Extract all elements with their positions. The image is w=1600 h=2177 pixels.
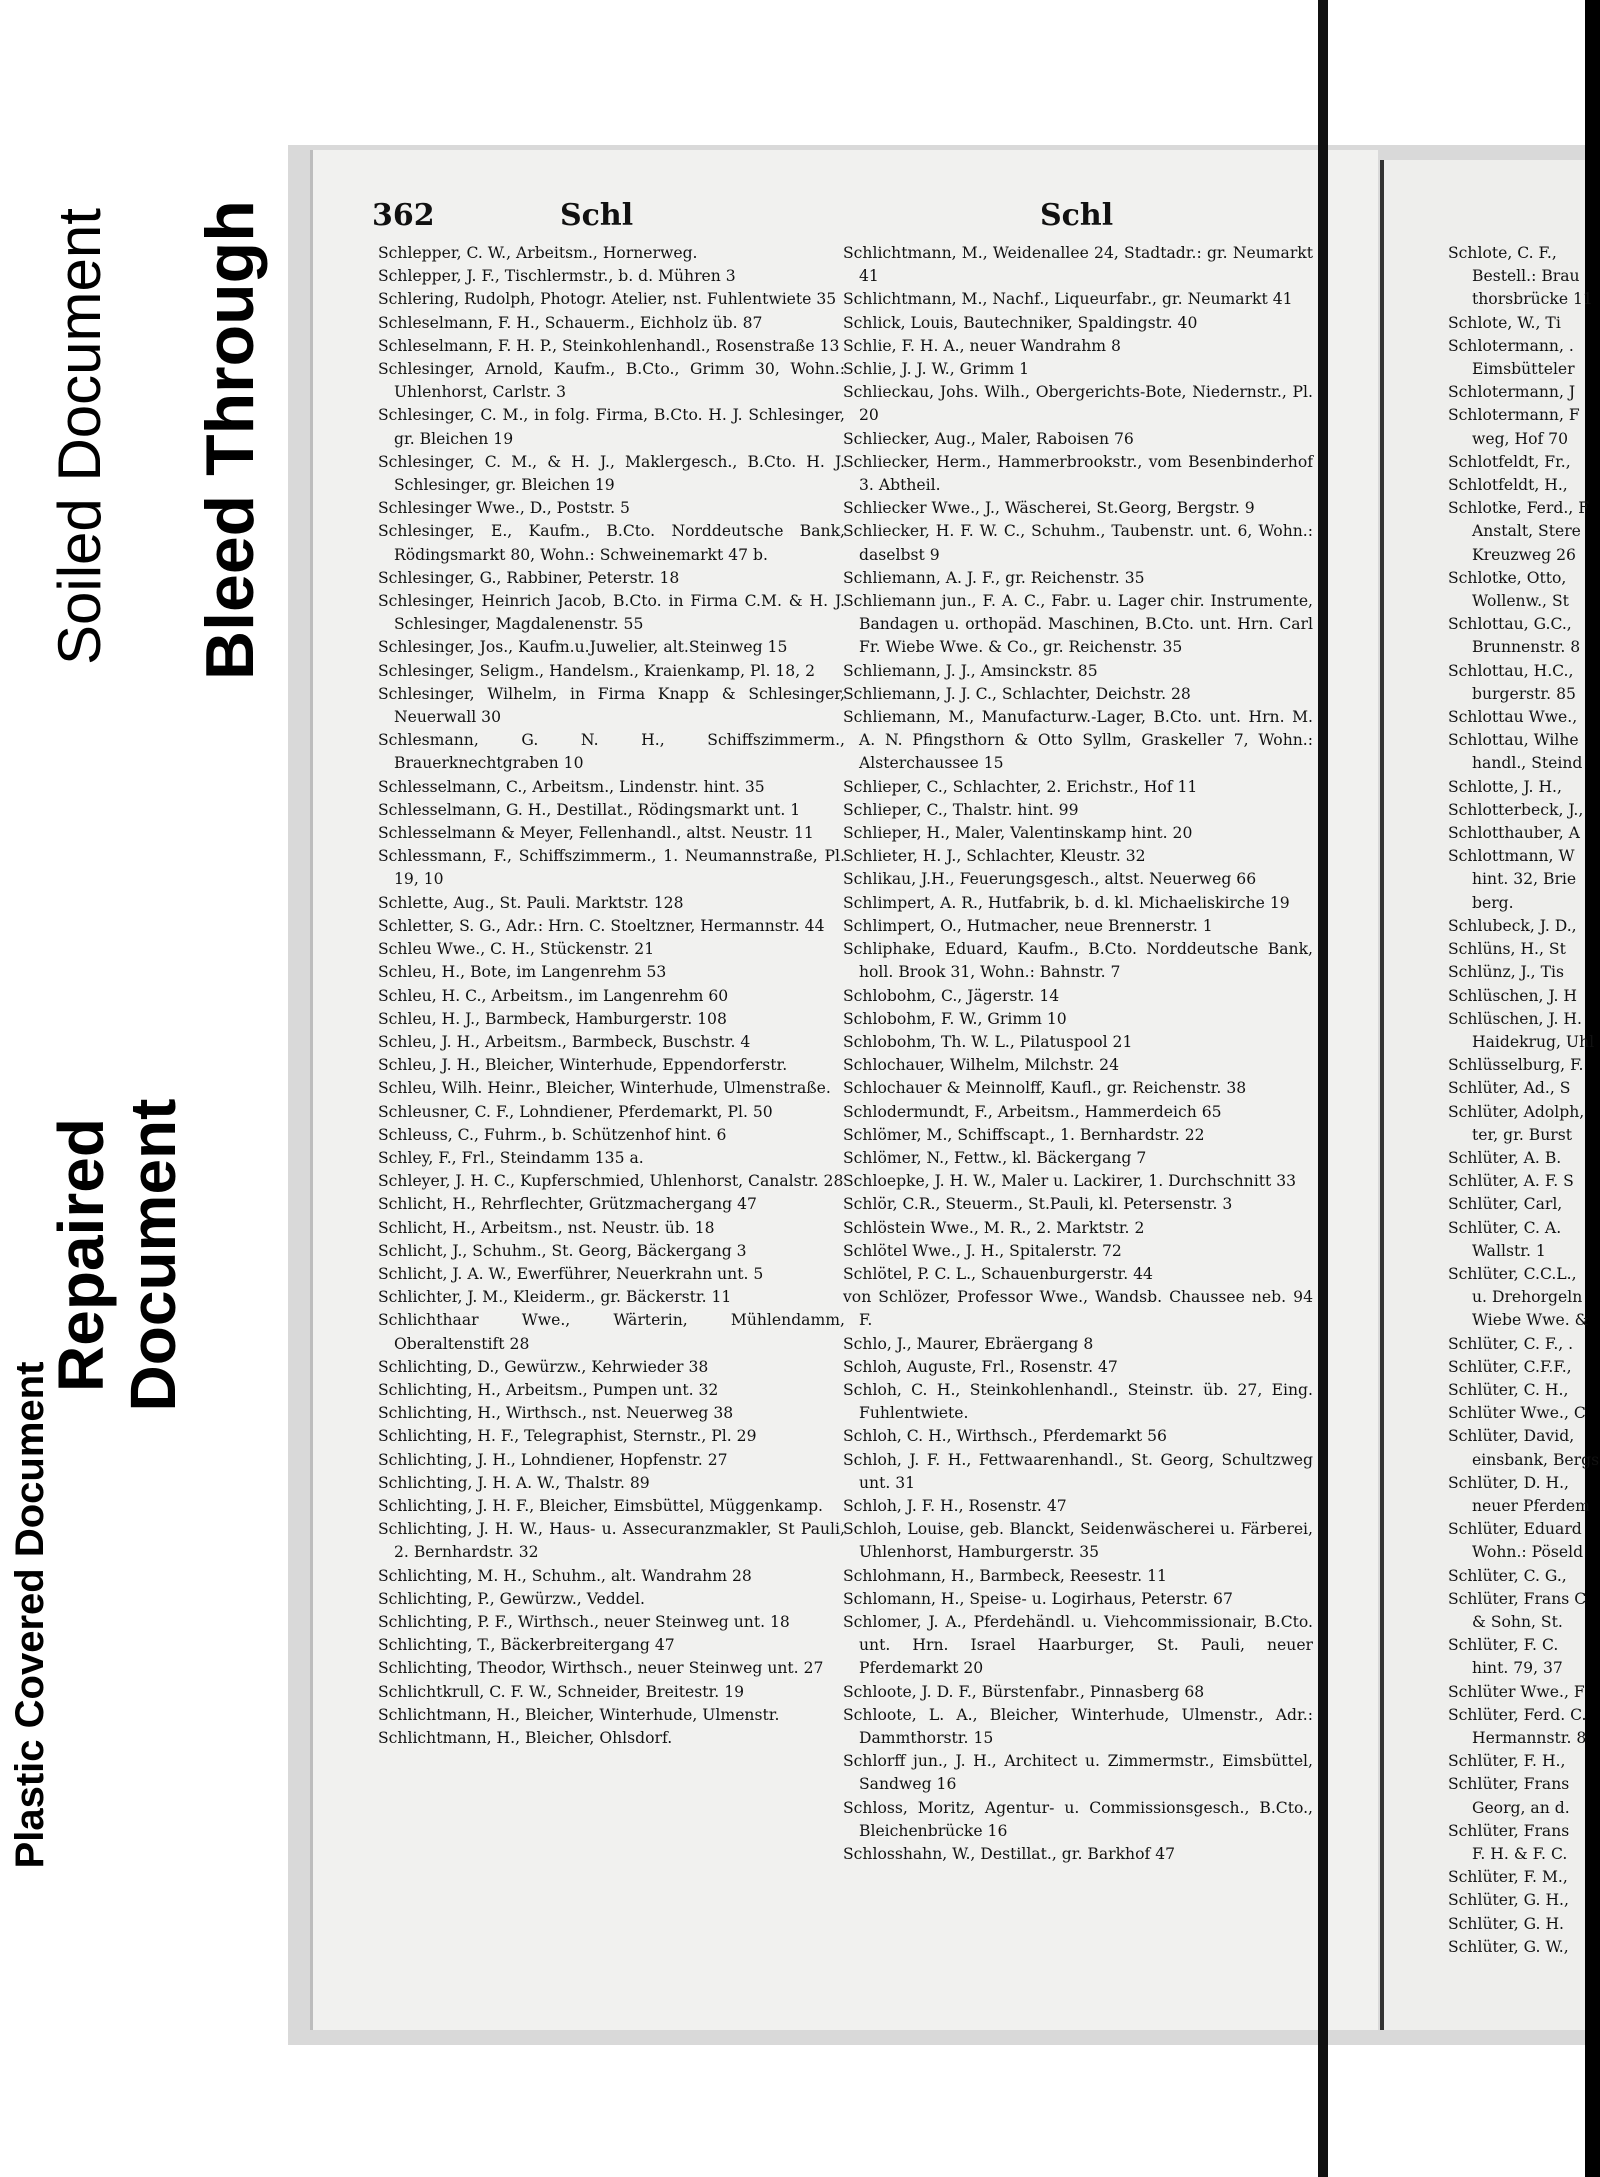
directory-entry: ter, gr. Burst (1472, 1125, 1573, 1144)
directory-entry: Schley, F., Frl., Steindamm 135 a. (378, 1148, 644, 1167)
directory-entry: Schlüter, Eduard (1448, 1520, 1582, 1539)
directory-entry: Schliecker, H. F. W. C., Schuhm., Taubenstr. unt. 6, Wohn.: daselbst 9 (843, 522, 1313, 564)
directory-entry: Schlering, Rudolph, Photogr. Atelier, nst. Fuhlentwiete 35 (378, 290, 837, 309)
directory-entry: Wiebe Wwe. & (1472, 1311, 1589, 1330)
directory-entry: Schlesmann, G. N. H., Schiffszimmerm., Brauerknechtgraben 10 (378, 731, 845, 773)
directory-entry: Schlotterbeck, J., (1448, 800, 1584, 819)
directory-entry: burgerstr. 85 (1472, 684, 1576, 703)
directory-entry: Schlesinger, E., Kaufm., B.Cto. Norddeutsche Bank, Rödingsmarkt 80, Wohn.: Schweinemarkt 47 b. (378, 522, 845, 564)
directory-entry: Schlöstein Wwe., M. R., 2. Marktstr. 2 (843, 1218, 1145, 1237)
directory-entry: Schlosshahn, W., Destillat., gr. Barkhof 47 (843, 1845, 1176, 1864)
directory-entry: Schloh, Auguste, Frl., Rosenstr. 47 (843, 1357, 1118, 1376)
directory-entry: neuer Pferdem (1472, 1496, 1590, 1515)
directory-entry: Schlüter, Frans (1448, 1775, 1570, 1794)
directory-entry: Schleu Wwe., C. H., Stückenstr. 21 (378, 940, 655, 959)
directory-entry: Schlohmann, H., Barmbeck, Reesestr. 11 (843, 1566, 1167, 1585)
directory-entry: Schlichtkrull, C. F. W., Schneider, Breitestr. 19 (378, 1682, 745, 1701)
directory-entry: Schliemann, J. J., Amsinckstr. 85 (843, 661, 1098, 680)
middle-column (843, 242, 1313, 1866)
directory-entry: Schlüns, H., St (1448, 940, 1566, 959)
directory-entry: Schlottmann, W (1448, 847, 1575, 866)
directory-entry: handl., Steind (1472, 754, 1583, 773)
directory-entry: Schlicht, H., Rehrflechter, Grützmachergang 47 (378, 1195, 757, 1214)
left-column (378, 242, 845, 1750)
directory-entry: Schlesinger Wwe., D., Poststr. 5 (378, 499, 630, 518)
directory-entry: Schlömer, M., Schiffscapt., 1. Bernhardstr. 22 (843, 1125, 1205, 1144)
directory-entry: Schlieper, H., Maler, Valentinskamp hint. 20 (843, 824, 1193, 843)
directory-entry: Schlünz, J., Tis (1448, 963, 1564, 982)
directory-entry: Schlichting, T., Bäckerbreitergang 47 (378, 1636, 675, 1655)
directory-entry: Schliphake, Eduard, Kaufm., B.Cto. Norddeutsche Bank, holl. Brook 31, Wohn.: Bahnstr. 7 (843, 940, 1313, 982)
directory-entry: Schlicht, J., Schuhm., St. Georg, Bäckergang 3 (378, 1241, 747, 1260)
directory-entry: Kreuzweg 26 (1472, 545, 1576, 564)
directory-entry: Schlüschen, J. H. (1448, 1009, 1582, 1028)
directory-entry: Schlesselmann & Meyer, Fellenhandl., altst. Neustr. 11 (378, 824, 814, 843)
directory-entry: Schlottau, G.C., (1448, 615, 1572, 634)
page-header-right: Schl (1040, 198, 1114, 233)
directory-entry: weg, Hof 70 (1472, 429, 1569, 448)
directory-entry: Wallstr. 1 (1472, 1241, 1546, 1260)
directory-entry: Schlieckau, Johs. Wilh., Obergerichts-Bote, Niedernstr., Pl. 20 (843, 383, 1313, 425)
directory-entry: Schloss, Moritz, Agentur- u. Commissionsgesch., B.Cto., Bleichenbrücke 16 (843, 1798, 1313, 1840)
directory-entry: Schlesselmann, C., Arbeitsm., Lindenstr. hint. 35 (378, 777, 765, 796)
directory-entry: Schlesinger, Heinrich Jacob, B.Cto. in Firma C.M. & H. J. Schlesinger, Magdalenenstr. 55 (378, 592, 845, 634)
directory-entry: F. H. & F. C. (1472, 1845, 1568, 1864)
directory-entry: Schlichtmann, M., Weidenallee 24, Stadtadr.: gr. Neumarkt 41 (843, 244, 1313, 286)
directory-entry: Wollenw., St (1472, 592, 1569, 611)
directory-entry: Schlepper, J. F., Tischlermstr., b. d. Mühren 3 (378, 267, 736, 286)
directory-entry: Schlote, W., Ti (1448, 313, 1561, 332)
directory-entry: Schleuss, C., Fuhrm., b. Schützenhof hint. 6 (378, 1125, 727, 1144)
directory-entry: Schletter, S. G., Adr.: Hrn. C. Stoeltzner, Hermannstr. 44 (378, 916, 825, 935)
repaired-document-label (45, 1065, 195, 1445)
directory-entry: hint. 32, Brie (1472, 870, 1577, 889)
directory-entry: Schlüter, D. H., (1448, 1473, 1570, 1492)
directory-entry: Hermannstr. 8 (1472, 1729, 1587, 1747)
directory-entry: Schlüter, C.F.F., (1448, 1357, 1572, 1376)
directory-entry: Schlüter, A. F. S (1448, 1172, 1574, 1191)
directory-entry: Schlomer, J. A., Pferdehändl. u. Viehcommissionair, B.Cto. unt. Hrn. Israel Haarburger, St. Pauli, neuer Pferdemarkt 20 (843, 1612, 1313, 1678)
directory-entry: Bestell.: Brau (1472, 267, 1580, 286)
page-header-left: Schl (560, 198, 634, 233)
directory-entry: Schlimpert, A. R., Hutfabrik, b. d. kl. Michaeliskirche 19 (843, 893, 1290, 912)
directory-entry: Schlüter, C.C.L., (1448, 1264, 1577, 1283)
directory-entry: Schloote, J. D. F., Bürstenfabr., Pinnasberg 68 (843, 1682, 1205, 1701)
directory-entry: Schlobohm, Th. W. L., Pilatuspool 21 (843, 1032, 1133, 1051)
directory-entry: Schleu, H. C., Arbeitsm., im Langenrehm 60 (378, 986, 729, 1005)
directory-entry: Schlotke, Ferd., F (1448, 499, 1590, 518)
directory-entry: Schlieper, C., Schlachter, 2. Erichstr., Hof 11 (843, 777, 1198, 796)
directory-entry: berg. (1472, 893, 1514, 912)
bleed-through-label: Bleed Through (192, 200, 268, 680)
directory-entry: Schlüter, G. H. (1448, 1914, 1565, 1933)
directory-entry: Schliemann jun., F. A. C., Fabr. u. Lager chir. Instrumente, Bandagen u. orthopäd. Maschinen, B.Cto. unt. Hrn. Carl Fr. Wiebe Wwe. & Co., gr. Reichenstr. 35 (843, 592, 1313, 657)
directory-entry: Schlichting, P. F., Wirthsch., neuer Steinweg unt. 18 (378, 1612, 790, 1631)
right-column (1448, 242, 1600, 1959)
directory-entry: von Schlözer, Professor Wwe., Wandsb. Chaussee neb. 94 F. (843, 1288, 1313, 1330)
directory-entry: Schlotke, Otto, (1448, 568, 1567, 587)
directory-entry: Schlubeck, J. D., (1448, 916, 1577, 935)
directory-entry: Schlötel Wwe., J. H., Spitalerstr. 72 (843, 1241, 1122, 1260)
directory-entry: Schlotermann, . (1448, 336, 1574, 355)
directory-entry: Schlotermann, J (1448, 383, 1576, 402)
directory-entry: Schlüter, F. C. (1448, 1636, 1559, 1655)
directory-entry: Schlesinger, C. M., in folg. Firma, B.Cto. H. J. Schlesinger, gr. Bleichen 19 (378, 406, 845, 448)
repaired-label-line2: Document (117, 1098, 189, 1412)
directory-entry: Schleyer, J. H. C., Kupferschmied, Uhlenhorst, Canalstr. 28 (378, 1172, 844, 1191)
directory-entry: Schlüter, Adolph, (1448, 1102, 1585, 1121)
directory-entry: Haidekrug, Uhl (1472, 1032, 1595, 1051)
directory-entry: Schlüter Wwe., C (1448, 1404, 1586, 1423)
directory-entry: Schlochauer & Meinnolff, Kaufl., gr. Reichenstr. 38 (843, 1079, 1247, 1098)
directory-entry: Schlötel, P. C. L., Schauenburgerstr. 44 (843, 1264, 1153, 1283)
directory-entry: Schleselmann, F. H., Schauerm., Eichholz üb. 87 (378, 313, 763, 332)
directory-entry: Schleselmann, F. H. P., Steinkohlenhandl., Rosenstraße 13 (378, 336, 840, 355)
directory-entry: Schlikau, J.H., Feuerungsgesch., altst. Neuerweg 66 (843, 870, 1257, 889)
directory-entry: Schlömer, N., Fettw., kl. Bäckergang 7 (843, 1148, 1147, 1167)
directory-entry: Schlüter Wwe., F (1448, 1682, 1585, 1701)
directory-entry: Schlüter, G. H., (1448, 1891, 1569, 1910)
directory-entry: Schlüschen, J. H (1448, 986, 1578, 1005)
directory-entry: Schlüter, G. W., (1448, 1937, 1569, 1956)
directory-entry: Schlorff jun., J. H., Architect u. Zimmermstr., Eimsbüttel, Sandweg 16 (843, 1752, 1313, 1794)
directory-entry: Schlie, J. J. W., Grimm 1 (843, 360, 1030, 379)
directory-entry: Schlotfeldt, Fr., (1448, 452, 1571, 471)
directory-entry: Schlessmann, F., Schiffszimmerm., 1. Neumannstraße, Pl. 19, 10 (378, 847, 845, 889)
directory-entry: Schlodermundt, F., Arbeitsm., Hammerdeich 65 (843, 1102, 1222, 1121)
directory-entry: Schloepke, J. H. W., Maler u. Lackirer, 1. Durchschnitt 33 (843, 1172, 1297, 1191)
directory-entry: Schlüter, A. B. (1448, 1148, 1562, 1167)
directory-entry: Anstalt, Stere (1472, 522, 1581, 541)
directory-entry: Schlichting, J. H. A. W., Thalstr. 89 (378, 1473, 650, 1492)
directory-entry: Schleusner, C. F., Lohndiener, Pferdemarkt, Pl. 50 (378, 1102, 773, 1121)
repaired-label-line1: Repaired (45, 1118, 117, 1392)
directory-entry: Schlo, J., Maurer, Ebräergang 8 (843, 1334, 1094, 1353)
directory-entry: Schlichter, J. M., Kleiderm., gr. Bäckerstr. 11 (378, 1288, 732, 1307)
soiled-document-label: Soiled Document (46, 208, 113, 665)
directory-entry: Schlimpert, O., Hutmacher, neue Brennerstr. 1 (843, 916, 1213, 935)
directory-entry: Schlottau, H.C., (1448, 661, 1574, 680)
directory-entry: Schliecker, Aug., Maler, Raboisen 76 (843, 429, 1134, 448)
directory-entry: Schlesinger, Seligm., Handelsm., Kraienkamp, Pl. 18, 2 (378, 661, 816, 680)
directory-entry: Schlichting, H. F., Telegraphist, Sternstr., Pl. 29 (378, 1427, 757, 1446)
directory-entry: Schlesinger, Arnold, Kaufm., B.Cto., Grimm 30, Wohn.: Uhlenhorst, Carlstr. 3 (378, 360, 845, 402)
directory-entry: Schleu, J. H., Arbeitsm., Barmbeck, Buschstr. 4 (378, 1032, 751, 1051)
directory-entry: Schlottau Wwe., (1448, 708, 1578, 727)
directory-entry: Schlichthaar Wwe., Wärterin, Mühlendamm, Oberaltenstift 28 (378, 1311, 845, 1353)
directory-entry: Schlüter, Frans (1448, 1821, 1570, 1840)
directory-entry: Schlesinger, G., Rabbiner, Peterstr. 18 (378, 568, 680, 587)
directory-entry: einsbank, Bergs (1472, 1450, 1600, 1469)
directory-entry: Eimsbütteler (1472, 360, 1575, 379)
directory-entry: & Sohn, St. (1472, 1612, 1563, 1631)
directory-entry: Schlichting, H., Arbeitsm., Pumpen unt. 32 (378, 1380, 719, 1399)
directory-entry: Schlobohm, C., Jägerstr. 14 (843, 986, 1060, 1005)
directory-entry: Schlobohm, F. W., Grimm 10 (843, 1009, 1067, 1028)
directory-entry: Schlichtmann, H., Bleicher, Winterhude, Ulmenstr. (378, 1705, 780, 1724)
directory-entry: Schlichtmann, M., Nachf., Liqueurfabr., gr. Neumarkt 41 (843, 290, 1293, 309)
directory-entry: Schliecker Wwe., J., Wäscherei, St.Georg, Bergstr. 9 (843, 499, 1255, 518)
directory-entry: Schlör, C.R., Steuerm., St.Pauli, kl. Petersenstr. 3 (843, 1195, 1233, 1214)
directory-entry: thorsbrücke 11 (1472, 290, 1593, 309)
directory-entry: Schlüter, C. G., (1448, 1566, 1567, 1585)
directory-entry: Schlette, Aug., St. Pauli. Marktstr. 128 (378, 893, 684, 912)
directory-entry: Schlicht, J. A. W., Ewerführer, Neuerkrahn unt. 5 (378, 1264, 764, 1283)
directory-entry: Schlichting, P., Gewürzw., Veddel. (378, 1589, 645, 1608)
directory-entry: Schloh, C. H., Steinkohlenhandl., Steinstr. üb. 27, Eing. Fuhlentwiete. (843, 1380, 1313, 1423)
directory-entry: Schlüter, C. A. (1448, 1218, 1562, 1237)
directory-entry: Schloh, J. F. H., Rosenstr. 47 (843, 1496, 1067, 1515)
directory-entry: Schlüter, Ad., S (1448, 1079, 1571, 1098)
directory-entry: Schlüter, David, (1448, 1427, 1575, 1446)
directory-entry: Schlieter, H. J., Schlachter, Kleustr. 32 (843, 847, 1146, 866)
directory-entry: Schlottau, Wilhe (1448, 731, 1579, 750)
directory-entry: Schlesinger, Jos., Kaufm.u.Juwelier, alt.Steinweg 15 (378, 638, 788, 657)
directory-entry: Schlichtmann, H., Bleicher, Ohlsdorf. (378, 1729, 673, 1747)
directory-entry: Schlotte, J. H., (1448, 777, 1562, 796)
directory-entry: Schloh, Louise, geb. Blanckt, Seidenwäscherei u. Färberei, Uhlenhorst, Hamburgerstr. 35 (843, 1520, 1313, 1562)
directory-entry: Schlie, F. H. A., neuer Wandrahm 8 (843, 336, 1121, 355)
directory-entry: Schliemann, A. J. F., gr. Reichenstr. 35 (843, 568, 1145, 587)
book-binding-shadow (1318, 0, 1328, 2177)
directory-entry: Schlieper, C., Thalstr. hint. 99 (843, 800, 1079, 819)
directory-entry: hint. 79, 37 (1472, 1659, 1563, 1678)
directory-entry: Schliemann, J. J. C., Schlachter, Deichstr. 28 (843, 684, 1191, 703)
directory-entry: Schlesinger, Wilhelm, in Firma Knapp & Schlesinger, Neuerwall 30 (378, 684, 845, 727)
directory-entry: Schlichting, J. H., Lohndiener, Hopfenstr. 27 (378, 1450, 728, 1469)
directory-entry: Georg, an d. (1472, 1798, 1570, 1817)
directory-entry: Schlüter, C. F., . (1448, 1334, 1574, 1353)
directory-entry: Schlicht, H., Arbeitsm., nst. Neustr. üb. 18 (378, 1218, 715, 1237)
directory-entry: Schlichting, J. H. W., Haus- u. Assecuranzmakler, St Pauli, 2. Bernhardstr. 32 (378, 1520, 845, 1562)
directory-entry: Schlotthauber, A (1448, 824, 1580, 843)
directory-entry: Schloh, J. F. H., Fettwaarenhandl., St. Georg, Schultzweg unt. 31 (843, 1450, 1313, 1492)
directory-entry: Schlüter, Frans C (1448, 1589, 1587, 1608)
directory-entry: Schlotfeldt, H., (1448, 476, 1568, 495)
directory-entry: Schliecker, Herm., Hammerbrookstr., vom Besenbinderhof 3. Abtheil. (843, 452, 1313, 495)
directory-entry: Schlomann, H., Speise- u. Logirhaus, Peterstr. 67 (843, 1589, 1233, 1608)
directory-entry: Schlochauer, Wilhelm, Milchstr. 24 (843, 1056, 1120, 1075)
plastic-covered-label: Plastic Covered Document (8, 1361, 52, 1869)
directory-entry: Schlüter, F. M., (1448, 1868, 1568, 1887)
directory-entry: Schleu, Wilh. Heinr., Bleicher, Winterhude, Ulmenstraße. (378, 1079, 831, 1098)
directory-entry: Schlichting, J. H. F., Bleicher, Eimsbüttel, Müggenkamp. (378, 1496, 824, 1515)
page-number: 362 (372, 198, 435, 233)
directory-entry: Wohn.: Pöseld (1472, 1543, 1584, 1562)
directory-entry: Schlick, Louis, Bautechniker, Spaldingstr. 40 (843, 313, 1198, 332)
directory-entry: Schleu, H., Bote, im Langenrehm 53 (378, 963, 667, 982)
directory-entry: u. Drehorgeln (1472, 1288, 1583, 1307)
directory-entry: Schleu, J. H., Bleicher, Winterhude, Eppendorferstr. (378, 1056, 788, 1075)
directory-entry: Schloote, L. A., Bleicher, Winterhude, Ulmenstr., Adr.: Dammthorstr. 15 (843, 1705, 1313, 1747)
directory-entry: Schlichting, Theodor, Wirthsch., neuer Steinweg unt. 27 (378, 1659, 824, 1678)
directory-entry: Schlüter, F. H., (1448, 1752, 1566, 1771)
directory-entry: Schlesinger, C. M., & H. J., Maklergesch., B.Cto. H. J. Schlesinger, gr. Bleichen 19 (378, 452, 845, 495)
directory-entry: Schlote, C. F., (1448, 244, 1557, 262)
directory-entry: Brunnenstr. 8 (1472, 638, 1581, 657)
directory-entry: Schlichting, H., Wirthsch., nst. Neuerweg 38 (378, 1404, 734, 1423)
directory-entry: Schlüsselburg, F. (1448, 1056, 1584, 1075)
directory-entry: Schloh, C. H., Wirthsch., Pferdemarkt 56 (843, 1427, 1167, 1446)
directory-entry: Schlüter, Ferd. C. (1448, 1705, 1587, 1724)
directory-entry: Schlepper, C. W., Arbeitsm., Hornerweg. (378, 244, 698, 262)
directory-entry: Schlesselmann, G. H., Destillat., Rödingsmarkt unt. 1 (378, 800, 801, 819)
directory-entry: Schlichting, D., Gewürzw., Kehrwieder 38 (378, 1357, 709, 1376)
directory-entry: Schliemann, M., Manufacturw.-Lager, B.Cto. unt. Hrn. M. A. N. Pfingsthorn & Otto Syllm, Graskeller 7, Wohn.: Alsterchaussee 15 (843, 708, 1313, 773)
directory-entry: Schlüter, C. H., (1448, 1380, 1569, 1399)
directory-entry: Schleu, H. J., Barmbeck, Hamburgerstr. 108 (378, 1009, 727, 1028)
directory-entry: Schlüter, Carl, (1448, 1195, 1563, 1214)
directory-entry: Schlichting, M. H., Schuhm., alt. Wandrahm 28 (378, 1566, 752, 1585)
directory-entry: Schlotermann, F (1448, 406, 1580, 425)
